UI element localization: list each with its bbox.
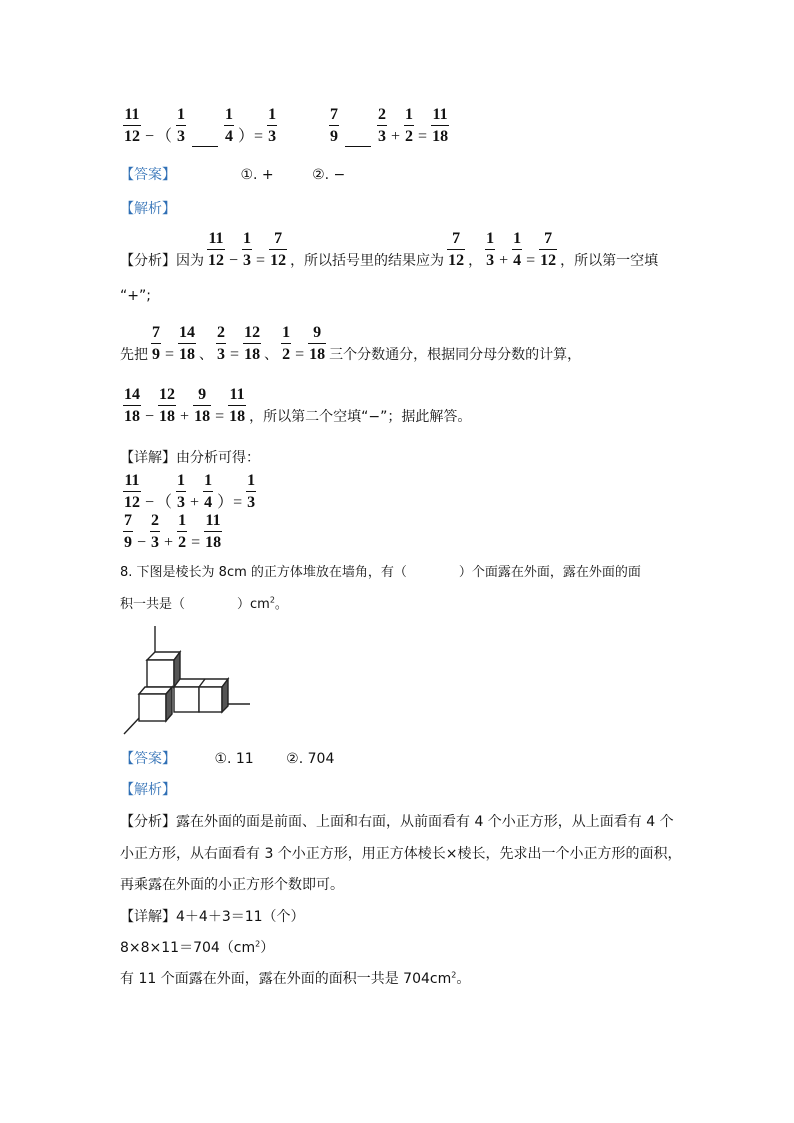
fraction: [151, 324, 161, 363]
answer-blank: [345, 128, 371, 147]
fraction-bar: [308, 343, 326, 344]
q8-analysis-line-1: [120, 811, 674, 831]
fraction: [539, 230, 557, 269]
numerator: 11: [432, 106, 448, 123]
math-expression: [278, 324, 329, 363]
fraction-bar: [431, 125, 449, 126]
detail-tag: 【详解】: [120, 450, 176, 466]
operator: +: [164, 534, 174, 551]
fraction-bar: [158, 405, 176, 406]
numerator: 7: [152, 324, 160, 341]
numerator: 2: [217, 324, 226, 341]
fraction-bar: [123, 531, 133, 532]
fraction-bar: [150, 531, 160, 532]
numerator: 1: [405, 106, 414, 123]
fraction-bar: [176, 125, 186, 126]
operator: =: [230, 346, 240, 363]
operator: =: [526, 252, 536, 269]
superscript: 2: [269, 595, 275, 605]
fraction-bar: [242, 249, 252, 250]
operator: +: [180, 408, 190, 425]
text: 由分析可得：: [176, 450, 260, 466]
numerator: 7: [124, 512, 132, 529]
fraction: [404, 106, 414, 145]
q8-question-line-1: 8. 下图是棱长为 8cm 的正方体堆放在墙角，有（ ）个面露在外面，露在外面的面: [120, 565, 641, 580]
operator: =: [256, 252, 266, 269]
numerator: 1: [177, 106, 186, 123]
q7-answer-row: [120, 164, 345, 184]
denominator: 18: [229, 408, 246, 425]
denominator: 18: [124, 408, 140, 425]
fraction-bar: [246, 491, 256, 492]
numerator: 12: [159, 386, 176, 403]
text: ，所以括号里的结果应为: [290, 253, 445, 269]
fraction: [269, 230, 287, 269]
text: 三个分数通分，根据同分母分数的计算，: [329, 347, 582, 363]
math-expression: [120, 386, 249, 425]
numerator: 7: [330, 106, 338, 123]
fraction: [203, 472, 213, 511]
q8-jiexi-tag: 【解析】: [120, 782, 176, 798]
math-expression: [482, 230, 560, 269]
fraction-bar: [178, 343, 196, 344]
denominator: 3: [177, 128, 186, 145]
operator: ）=: [217, 494, 243, 511]
numerator: 1: [243, 230, 252, 247]
q8-detail-line-1: [120, 906, 305, 926]
fraction-bar: [207, 249, 225, 250]
denominator: 2: [282, 346, 291, 363]
fraction-bar: [204, 531, 222, 532]
text: 积一共是（ ）cm: [120, 597, 270, 612]
math-expression: [148, 324, 199, 363]
fraction: [267, 106, 277, 145]
detail-tag: 【详解】: [120, 909, 176, 925]
denominator: 3: [217, 346, 226, 363]
fraction: [178, 324, 196, 363]
fraction: [329, 106, 339, 145]
numerator: 11: [229, 386, 245, 403]
text: 4＋4＋3＝11（个）: [176, 909, 305, 925]
fraction-bar: [123, 125, 141, 126]
denominator: 12: [270, 252, 287, 269]
numerator: 11: [208, 230, 224, 247]
q8-detail-line-2: [120, 937, 274, 957]
denominator: 3: [247, 494, 256, 511]
denominator: 9: [124, 534, 132, 551]
text: 、: [199, 347, 214, 363]
numerator: 2: [378, 106, 386, 123]
operator: +: [190, 494, 200, 511]
text: ，所以第二个空填“−”；据此解答。: [249, 409, 472, 425]
q7-detail-header: [120, 447, 260, 467]
fraction-bar: [228, 405, 246, 406]
answer-2: ②. 704: [286, 751, 335, 767]
numerator: 1: [486, 230, 495, 247]
fraction: [216, 324, 226, 363]
operator: +: [499, 252, 509, 269]
operator: −: [145, 128, 155, 145]
denominator: 18: [244, 346, 261, 363]
denominator: 18: [309, 346, 326, 363]
fraction: [431, 106, 449, 145]
operator: −: [137, 534, 147, 551]
fraction: [123, 472, 141, 511]
q7-analysis-line-1: [120, 230, 658, 270]
numerator: 11: [124, 106, 140, 123]
q8-answer-row: [120, 748, 334, 768]
fraction: [447, 230, 465, 269]
q7-expression-1: [120, 106, 280, 147]
analysis-tag: 【分析】: [120, 253, 176, 269]
denominator: 12: [124, 494, 140, 511]
fraction: [123, 106, 141, 145]
fraction-bar: [447, 249, 465, 250]
numerator: 14: [179, 324, 196, 341]
answer-tag: 【答案】: [120, 167, 176, 183]
fraction: [207, 230, 225, 269]
fraction-bar: [243, 343, 261, 344]
text: 。: [456, 971, 471, 987]
operator: =: [191, 534, 201, 551]
q8-analysis-line-3: 再乘露在外面的小正方形个数即可。: [120, 877, 344, 893]
math-expression: [213, 324, 264, 363]
fraction-bar: [224, 125, 234, 126]
fraction: [158, 386, 176, 425]
denominator: 18: [205, 534, 222, 551]
q7-detail-expression-2: [120, 512, 225, 552]
denominator: 18: [179, 346, 196, 363]
denominator: 3: [243, 252, 252, 269]
numerator: 1: [268, 106, 277, 123]
fraction-bar: [269, 249, 287, 250]
denominator: 4: [225, 128, 234, 145]
text: ，: [468, 253, 483, 269]
text: 露在外面的面是前面、上面和右面，从前面看有 4 个小正方形，从上面看有 4 个: [176, 814, 674, 830]
math-expression: [444, 230, 468, 269]
numerator: 7: [544, 230, 553, 247]
denominator: 3: [268, 128, 277, 145]
denominator: 4: [204, 494, 213, 511]
text: 8×8×11＝704（cm: [120, 940, 256, 956]
fraction: [176, 472, 186, 511]
numerator: 7: [452, 230, 461, 247]
analysis-tag: 【分析】: [120, 814, 176, 830]
operator: =: [295, 346, 305, 363]
numerator: 14: [124, 386, 140, 403]
q7-analysis-line-2: “+”;: [120, 288, 151, 304]
denominator: 3: [486, 252, 495, 269]
numerator: 1: [204, 472, 213, 489]
fraction-bar: [123, 491, 141, 492]
operator: −: [145, 408, 155, 425]
cubes-in-corner-figure: [118, 622, 258, 737]
denominator: 4: [513, 252, 522, 269]
answer-blank: [192, 128, 218, 147]
q7-detail-expression-1: [120, 472, 259, 512]
operator: =: [165, 346, 175, 363]
fraction: [243, 324, 261, 363]
fraction: [224, 106, 234, 145]
denominator: 2: [405, 128, 414, 145]
fraction: [123, 386, 141, 425]
fraction: [193, 386, 211, 425]
denominator: 3: [151, 534, 160, 551]
fraction: [485, 230, 495, 269]
denominator: 2: [178, 534, 187, 551]
fraction: [177, 512, 187, 551]
fraction: [377, 106, 387, 145]
q8-analysis-line-2: 小正方形，从右面看有 3 个小正方形，用正方体棱长×棱长，先求出一个小正方形的面积，: [120, 846, 682, 862]
fraction-bar: [267, 125, 277, 126]
numerator: 1: [177, 472, 186, 489]
numerator: 11: [205, 512, 221, 529]
numerator: 2: [151, 512, 160, 529]
numerator: 11: [124, 472, 140, 489]
denominator: 18: [194, 408, 211, 425]
denominator: 12: [124, 128, 140, 145]
math-expression: [204, 230, 290, 269]
numerator: 9: [198, 386, 207, 403]
numerator: 9: [313, 324, 322, 341]
operator: =: [418, 128, 428, 145]
fraction: [204, 512, 222, 551]
denominator: 18: [159, 408, 176, 425]
answer-2: ②. −: [312, 167, 346, 183]
q7-jiexi-tag: 【解析】: [120, 201, 176, 217]
operator: −: [145, 494, 155, 511]
q8-detail-line-3: [120, 968, 470, 988]
text: 因为: [176, 253, 204, 269]
fraction-bar: [193, 405, 211, 406]
denominator: 12: [448, 252, 465, 269]
fraction-bar: [203, 491, 213, 492]
superscript: 2: [255, 939, 261, 949]
superscript: 2: [451, 970, 457, 980]
fraction-bar: [123, 405, 141, 406]
fraction-bar: [485, 249, 495, 250]
numerator: 1: [225, 106, 234, 123]
answer-1: ①. +: [240, 167, 274, 183]
fraction: [242, 230, 252, 269]
text: 有 11 个面露在外面，露在外面的面积一共是 704cm: [120, 971, 452, 987]
text: ）: [260, 940, 275, 956]
fraction-bar: [404, 125, 414, 126]
fraction: [228, 386, 246, 425]
numerator: 1: [513, 230, 522, 247]
fraction: [246, 472, 256, 511]
numerator: 1: [178, 512, 187, 529]
q7-analysis-line-3: [120, 324, 581, 364]
numerator: 1: [247, 472, 256, 489]
numerator: 12: [244, 324, 261, 341]
denominator: 3: [177, 494, 186, 511]
denominator: 12: [540, 252, 557, 269]
denominator: 18: [432, 128, 449, 145]
q8-question-line-2: [120, 593, 288, 612]
fraction-bar: [216, 343, 226, 344]
denominator: 9: [152, 346, 160, 363]
operator: （: [156, 128, 173, 145]
q7-analysis-line-4: [120, 386, 471, 426]
operator: −: [229, 252, 239, 269]
operator: =: [215, 408, 225, 425]
fraction: [176, 106, 186, 145]
text: 先把: [120, 347, 148, 363]
denominator: 3: [378, 128, 386, 145]
operator: +: [391, 128, 401, 145]
text: 、: [264, 347, 279, 363]
fraction: [308, 324, 326, 363]
fraction-bar: [329, 125, 339, 126]
fraction-bar: [281, 343, 291, 344]
answer-tag: 【答案】: [120, 751, 176, 767]
fraction: [123, 512, 133, 551]
operator: ）=: [238, 128, 264, 145]
fraction: [150, 512, 160, 551]
q7-expression-2: [326, 106, 452, 147]
fraction-bar: [176, 491, 186, 492]
fraction: [512, 230, 522, 269]
text: 。: [274, 597, 288, 612]
fraction-bar: [512, 249, 522, 250]
fraction-bar: [151, 343, 161, 344]
numerator: 7: [274, 230, 283, 247]
fraction-bar: [177, 531, 187, 532]
fraction: [281, 324, 291, 363]
text: ，所以第一空填: [560, 253, 659, 269]
fraction-bar: [377, 125, 387, 126]
denominator: 9: [330, 128, 338, 145]
numerator: 1: [282, 324, 291, 341]
fraction-bar: [539, 249, 557, 250]
operator: （: [156, 494, 173, 511]
answer-1: ①. 11: [214, 751, 254, 767]
denominator: 12: [208, 252, 224, 269]
